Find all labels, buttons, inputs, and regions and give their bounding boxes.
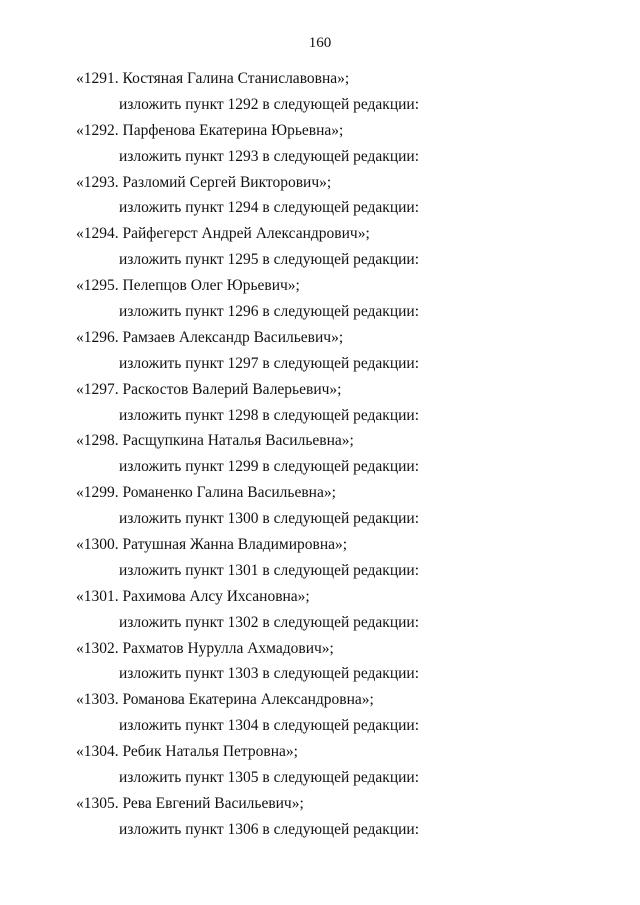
list-entry: «1303. Романова Екатерина Александровна»;: [76, 691, 374, 709]
amendment-instruction: изложить пункт 1297 в следующей редакции:: [119, 354, 420, 372]
list-entry: «1292. Парфенова Екатерина Юрьевна»;: [76, 121, 344, 139]
amendment-instruction: изложить пункт 1295 в следующей редакции:: [119, 251, 420, 269]
list-entry: «1302. Рахматов Нурулла Ахмадович»;: [76, 639, 334, 657]
list-entry: «1291. Костяная Галина Станиславовна»;: [76, 70, 350, 87]
list-entry: «1299. Романенко Галина Васильевна»;: [76, 484, 336, 502]
amendment-instruction: изложить пункт 1293 в следующей редакции:: [119, 147, 420, 165]
amendment-instruction: изложить пункт 1294 в следующей редакции:: [119, 199, 420, 217]
amendment-instruction: изложить пункт 1304 в следующей редакции:: [119, 717, 420, 735]
list-entry: «1304. Ребик Наталья Петровна»;: [76, 743, 298, 761]
amendment-instruction: изложить пункт 1300 в следующей редакции:: [119, 510, 420, 528]
amendment-instruction: изложить пункт 1296 в следующей редакции:: [119, 303, 420, 321]
amendment-instruction: изложить пункт 1301 в следующей редакции:: [119, 561, 420, 579]
list-entry: «1305. Рева Евгений Васильевич»;: [76, 794, 304, 812]
list-entry: «1300. Ратушная Жанна Владимировна»;: [76, 536, 348, 554]
amendment-instruction: изложить пункт 1292 в следующей редакции:: [119, 95, 420, 113]
amendment-instruction: изложить пункт 1299 в следующей редакции:: [119, 458, 420, 476]
list-entry: «1296. Рамзаев Александр Васильевич»;: [76, 328, 344, 346]
list-entry: «1293. Разломий Сергей Викторович»;: [76, 173, 332, 191]
list-entry: «1301. Рахимова Алсу Ихсановна»;: [76, 587, 310, 605]
amendment-instruction: изложить пункт 1303 в следующей редакции:: [119, 665, 420, 683]
page-number: 160: [308, 35, 332, 51]
amendment-instruction: изложить пункт 1298 в следующей редакции:: [119, 406, 420, 424]
amendment-instruction: изложить пункт 1302 в следующей редакции:: [119, 613, 420, 631]
list-entry: «1297. Раскостов Валерий Валерьевич»;: [76, 380, 342, 398]
amendment-instruction: изложить пункт 1305 в следующей редакции:: [119, 769, 420, 787]
amendment-instruction: изложить пункт 1306 в следующей редакции:: [119, 820, 420, 838]
document-body: [0, 66, 640, 843]
list-entry: «1298. Расщупкина Наталья Васильевна»;: [76, 432, 354, 450]
list-entry: «1294. Райфегерст Андрей Александрович»;: [76, 225, 370, 243]
list-entry: «1295. Пелепцов Олег Юрьевич»;: [76, 277, 300, 295]
